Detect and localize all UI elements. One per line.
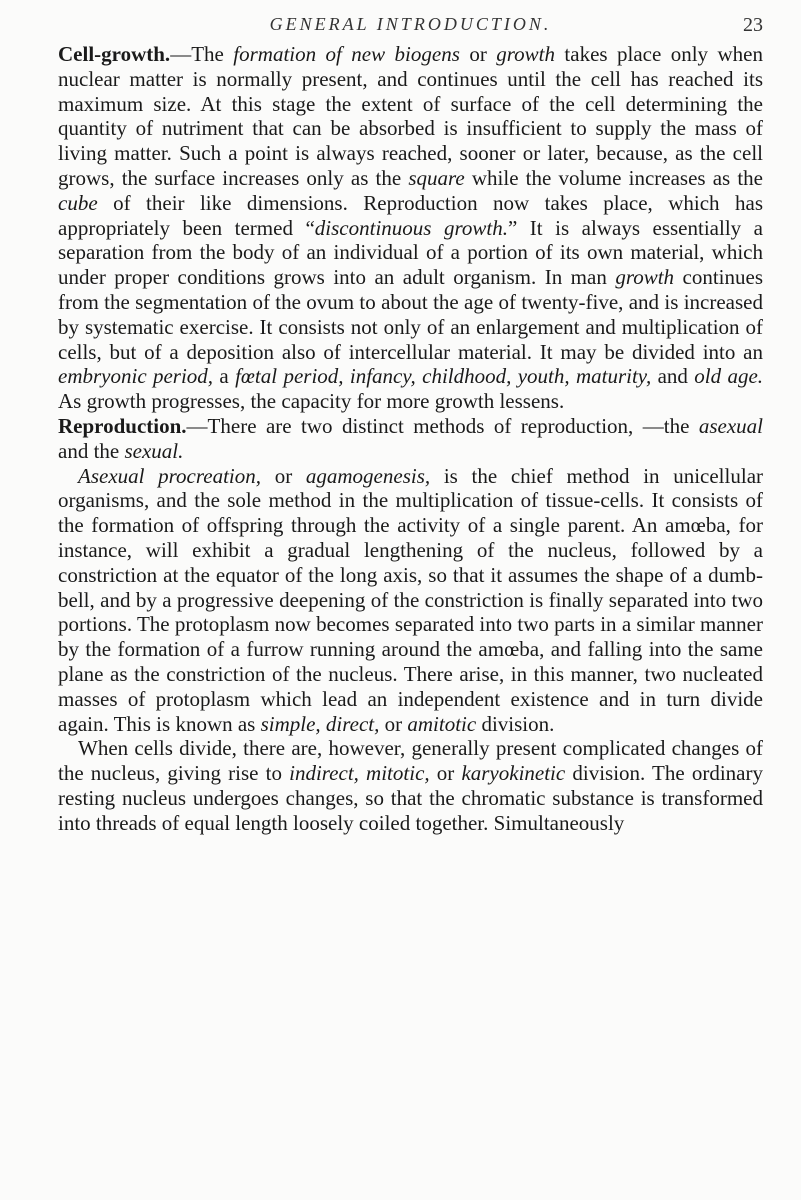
- emphasis: square: [408, 165, 465, 190]
- body-text: [58, 42, 763, 836]
- text-span: —There are two distinct methods of reproduction, —the: [186, 413, 699, 438]
- emphasis: discontinuous growth.: [314, 215, 508, 240]
- emphasis: cube: [58, 190, 98, 215]
- running-head: [58, 14, 763, 40]
- paragraph-reproduction: [58, 414, 763, 464]
- text-span: —The: [170, 42, 234, 66]
- paragraph-indirect-division: [58, 736, 763, 835]
- running-title: GENERAL INTRODUCTION.: [269, 14, 552, 34]
- page-number: 23: [743, 14, 763, 36]
- section-heading-reproduction: Reproduction.: [58, 413, 187, 438]
- text-span: of their like dimensions. Reproduction now takes place, which has appropriately been termed “: [58, 190, 763, 240]
- text-span: division.: [476, 711, 555, 736]
- text-span: ” It is always essentially a separation from the body of an individual of a portion of its own material, which under proper conditions grows into an adult organism. In man: [58, 215, 764, 290]
- text-span: division. The ordinary resting nucleus undergoes changes, so that the chromatic substance is transformed into threads of equal length loosely coiled together. Simultaneously: [58, 761, 763, 835]
- emphasis: sexual.: [124, 438, 184, 463]
- emphasis: old age.: [694, 364, 764, 389]
- paragraph-asexual-procreation: [58, 464, 763, 737]
- text-span: takes place only when nuclear matter is normally present, and continues until the cell has reached its maximum size. At this stage the extent of surface of the cell determining the quantity of nutriment that can be absorbed is insufficient to supply the mass of living matter. Such a point is always reached, sooner or later, because, as the cell grows, the surface increases only as the: [58, 42, 763, 190]
- emphasis: simple, direct,: [260, 711, 380, 736]
- text-span: or: [459, 42, 497, 66]
- emphasis: agamogenesis,: [305, 463, 431, 488]
- emphasis: asexual: [698, 413, 763, 438]
- emphasis: fœtal period, infancy, childhood, youth, maturity,: [235, 364, 652, 389]
- text-span: continues from the segmentation of the ovum to about the age of twenty-five, and is increased by systematic exercise. It consists not only of an enlargement and multiplication of cells, but of a deposition also of intercellular material. It may be divided into an: [58, 265, 763, 364]
- emphasis: karyokinetic: [461, 761, 566, 786]
- text-span: When cells divide, there are, however, generally present complicated changes of the nucleus, giving rise to: [58, 736, 763, 786]
- emphasis: Asexual procreation,: [78, 463, 262, 488]
- text-span: or: [379, 711, 408, 736]
- emphasis: embryonic period,: [58, 364, 214, 389]
- emphasis: indirect, mitotic,: [289, 761, 430, 786]
- text-span: or: [261, 463, 306, 488]
- text-span: while the volume increases as the: [464, 165, 764, 190]
- text-span: and: [651, 364, 695, 389]
- text-span: a: [213, 364, 236, 389]
- emphasis: amitotic: [407, 711, 477, 736]
- text-span: and the: [58, 438, 125, 463]
- text-span: As growth progresses, the capacity for more growth lessens.: [58, 389, 565, 414]
- text-span: is the chief method in unicellular organisms, and the sole method in the multiplication of tissue-cells. It consists of the formation of offspring through the activity of a single parent. An amœba, for instance, will exhibit a gradual lengthening of the nucleus, followed by a constriction at the equator of the long axis, so that it assumes the shape of a dumb-bell, and by a progressive deepening of the constriction is finally separated into two portions. The protoplasm now becomes separated into two parts in a similar manner by the formation of a furrow running around the amœba, and falling into the same plane as the constriction of the nucleus. There arise, in this manner, two nucleated masses of protoplasm which lead an independent existence and in turn divide again. This is known as: [58, 463, 764, 736]
- paragraph-cell-growth: [58, 42, 763, 414]
- emphasis: growth: [496, 42, 555, 66]
- section-heading-cell-growth: Cell-growth.: [58, 42, 171, 66]
- emphasis: formation of new biogens: [233, 42, 460, 66]
- emphasis: growth: [615, 265, 675, 290]
- text-span: or: [429, 761, 462, 786]
